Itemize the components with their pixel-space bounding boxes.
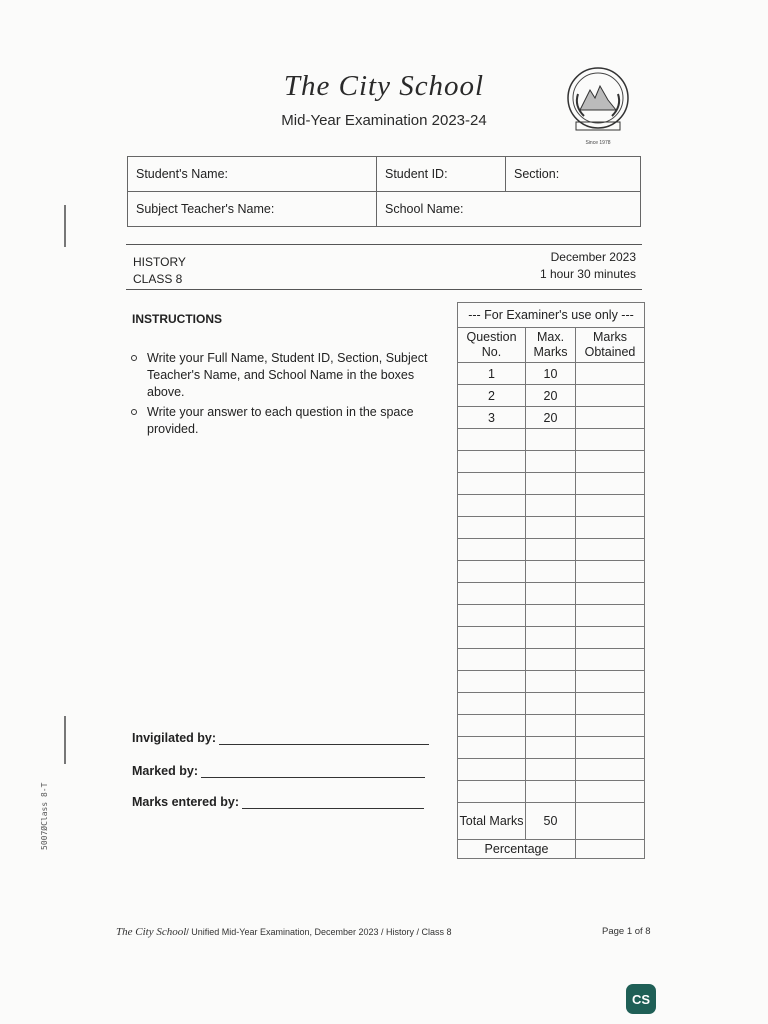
col-question: Question No. bbox=[458, 328, 526, 363]
class: CLASS 8 bbox=[133, 272, 183, 286]
subject: HISTORY bbox=[133, 255, 186, 269]
bullet-icon bbox=[131, 409, 137, 415]
marks-entered-line[interactable] bbox=[242, 796, 424, 809]
marked-by: Marked by: bbox=[132, 764, 425, 778]
exam-date: December 2023 bbox=[550, 250, 636, 264]
marked-line[interactable] bbox=[201, 765, 425, 778]
exam-title: Mid-Year Examination 2023-24 bbox=[281, 112, 487, 129]
exam-duration: 1 hour 30 minutes bbox=[539, 267, 636, 281]
empty-row bbox=[458, 649, 645, 671]
marks-obtained-cell[interactable] bbox=[576, 385, 645, 407]
table-row: 1 10 bbox=[458, 363, 645, 385]
empty-row bbox=[458, 693, 645, 715]
page-number: Page 1 of 8 bbox=[602, 926, 651, 937]
logo-caption: Since 1978 bbox=[585, 140, 611, 146]
invigilated-line[interactable] bbox=[219, 732, 429, 745]
empty-row bbox=[458, 627, 645, 649]
date-block bbox=[480, 249, 636, 283]
empty-row bbox=[458, 473, 645, 495]
student-name-field[interactable]: Student's Name: bbox=[128, 157, 377, 192]
margin-mark bbox=[64, 205, 66, 247]
percentage-cell[interactable] bbox=[576, 840, 645, 859]
bullet-icon bbox=[131, 355, 137, 361]
examiner-table-title: --- For Examiner's use only --- bbox=[458, 303, 645, 328]
total-label: Total Marks bbox=[458, 803, 526, 840]
empty-row bbox=[458, 605, 645, 627]
instructions-heading: INSTRUCTIONS bbox=[132, 312, 222, 326]
marks-obtained-cell[interactable] bbox=[576, 407, 645, 429]
percentage-label: Percentage bbox=[458, 840, 576, 859]
instruction-item: Write your Full Name, Student ID, Section, Subject Teacher's Name, and School Name in the boxes above. bbox=[130, 350, 430, 401]
empty-row bbox=[458, 429, 645, 451]
percentage-row bbox=[458, 840, 645, 859]
margin-mark bbox=[64, 716, 66, 764]
marks-obtained-cell[interactable] bbox=[576, 363, 645, 385]
section-field[interactable]: Section: bbox=[506, 157, 641, 192]
divider bbox=[126, 244, 642, 245]
camscanner-badge: CS bbox=[626, 984, 656, 1014]
table-row: 3 20 bbox=[458, 407, 645, 429]
col-marks-obtained: Marks Obtained bbox=[576, 328, 645, 363]
school-crest-logo bbox=[564, 66, 632, 150]
school-name: The City School bbox=[283, 70, 485, 102]
instruction-item: Write your answer to each question in the space provided. bbox=[130, 404, 430, 438]
total-max-marks: 50 bbox=[526, 803, 576, 840]
subject-teacher-field[interactable]: Subject Teacher's Name: bbox=[128, 192, 377, 227]
divider bbox=[126, 289, 642, 290]
examiner-table bbox=[457, 302, 645, 859]
empty-row bbox=[458, 737, 645, 759]
total-row bbox=[458, 803, 645, 840]
school-name-field[interactable]: School Name: bbox=[377, 192, 641, 227]
total-obtained-cell[interactable] bbox=[576, 803, 645, 840]
empty-row bbox=[458, 759, 645, 781]
empty-row bbox=[458, 715, 645, 737]
col-max-marks: Max. Marks bbox=[526, 328, 576, 363]
marks-entered-by: Marks entered by: bbox=[132, 795, 424, 809]
invigilated-by: Invigilated by: bbox=[132, 731, 429, 745]
empty-row bbox=[458, 671, 645, 693]
instructions-list bbox=[130, 350, 430, 441]
empty-row bbox=[458, 517, 645, 539]
side-code: 5007ØClass 8-T bbox=[40, 782, 49, 850]
student-id-field[interactable]: Student ID: bbox=[377, 157, 506, 192]
empty-row bbox=[458, 495, 645, 517]
empty-row bbox=[458, 451, 645, 473]
footer-text: The City School/ Unified Mid-Year Examination, December 2023 / History / Class 8 bbox=[116, 926, 452, 938]
empty-row bbox=[458, 539, 645, 561]
empty-row bbox=[458, 561, 645, 583]
student-info-table bbox=[127, 156, 641, 227]
subject-block bbox=[133, 254, 186, 288]
table-row: 2 20 bbox=[458, 385, 645, 407]
empty-row bbox=[458, 781, 645, 803]
empty-row bbox=[458, 583, 645, 605]
